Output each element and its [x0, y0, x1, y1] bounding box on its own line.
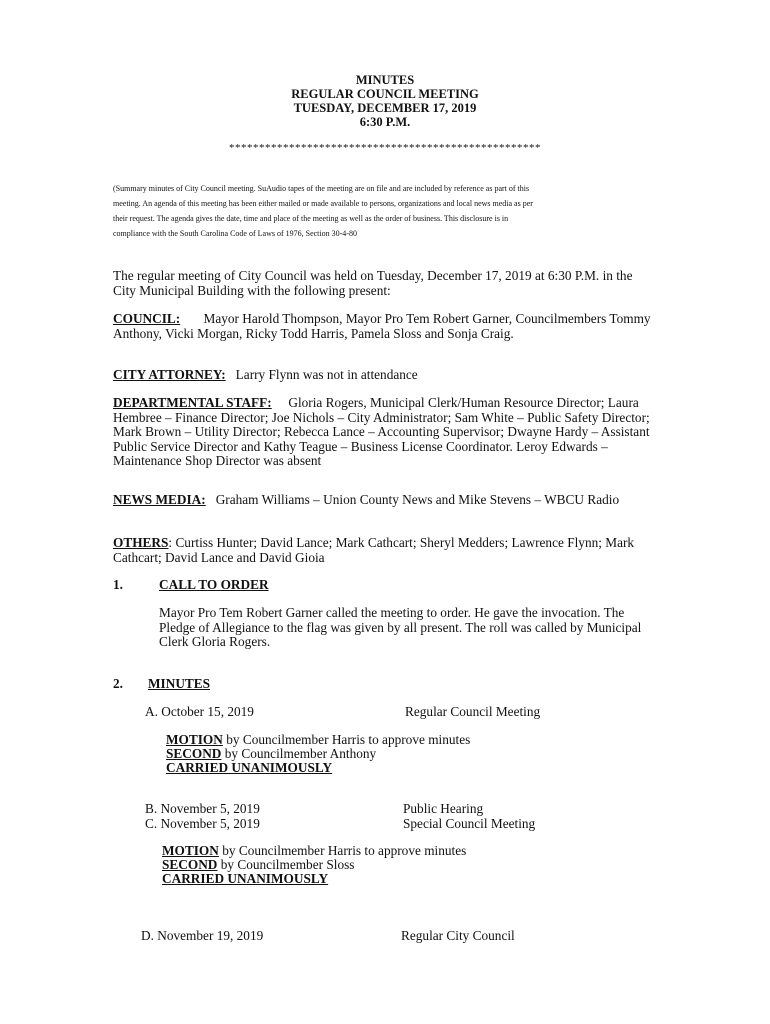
meeting-type: REGULAR COUNCIL MEETING — [291, 87, 479, 101]
intro-paragraph: The regular meeting of City Council was held on Tuesday, December 17, 2019 at 6:30 P.M. in the City Municipal Building with the following present: — [113, 268, 633, 298]
others-label: OTHERS — [113, 535, 169, 550]
carried-1: CARRIED UNANIMOUSLY — [166, 760, 333, 775]
section-2-title: MINUTES — [148, 676, 211, 691]
city-attorney-paragraph — [113, 368, 658, 383]
second-1-label: SECOND — [166, 746, 222, 761]
staff-text: Gloria Rogers, Municipal Clerk/Human Resource Director; Laura Hembree – Finance Director; Joe Nichols – City Administrator; Sam White – Public Safety Director; Mark Brown – Utility Director; Rebecca Lance – Accounting Supervisor; Dwayne Hardy – Assistant Public Service Director and Kathy Teague – Business License Coordinator. Leroy Edwards – Maintenance Shop Director was absent — [113, 395, 650, 469]
section-1-title: CALL TO ORDER — [159, 577, 269, 592]
meeting-date: TUESDAY, DECEMBER 17, 2019 — [293, 101, 477, 115]
summary-line-4: compliance with the South Carolina Code of Laws of 1976, Section 30-4-80 — [113, 229, 357, 238]
news-media-text: Graham Williams – Union County News and Mike Stevens – WBCU Radio — [215, 492, 620, 507]
news-media-label: NEWS MEDIA: — [113, 492, 206, 507]
city-attorney-text: Larry Flynn was not in attendance — [235, 367, 418, 382]
second-1-text: by Councilmember Anthony — [221, 746, 377, 761]
minutes-item-b-type: Public Hearing — [403, 801, 484, 816]
summary-line-2: meeting. An agenda of this meeting has been either mailed or made available to persons, organizations and local news media as per — [113, 199, 533, 208]
council-label: COUNCIL: — [113, 311, 181, 326]
minutes-item-d-type: Regular City Council — [401, 928, 515, 943]
motion-2-text: by Councilmember Harris to approve minutes — [218, 843, 467, 858]
staff-paragraph — [113, 396, 658, 469]
section-2-number: 2. — [113, 676, 123, 691]
minutes-item-d-date: D. November 19, 2019 — [141, 928, 264, 943]
minutes-item-c-date: C. November 5, 2019 — [145, 816, 260, 831]
section-1-number: 1. — [113, 577, 123, 592]
council-paragraph — [113, 312, 658, 341]
city-attorney-label: CITY ATTORNEY: — [113, 367, 226, 382]
staff-label: DEPARTMENTAL STAFF: — [113, 395, 272, 410]
section-1-body: Mayor Pro Tem Robert Garner called the meeting to order. He gave the invocation. The Pledge of Allegiance to the flag was given by all present. The roll was called by Municipal Clerk Gloria Rogers. — [159, 605, 642, 650]
motion-2-label: MOTION — [162, 843, 219, 858]
news-media-paragraph — [113, 493, 658, 508]
meeting-time: 6:30 P.M. — [359, 115, 411, 129]
separator: **************************************************** — [229, 142, 541, 154]
second-2-text: by Councilmember Sloss — [217, 857, 355, 872]
minutes-item-c-type: Special Council Meeting — [403, 816, 536, 831]
document-title: MINUTES — [355, 73, 415, 87]
second-2-label: SECOND — [162, 857, 218, 872]
minutes-item-a-date: A. October 15, 2019 — [145, 704, 254, 719]
council-text: Mayor Harold Thompson, Mayor Pro Tem Robert Garner, Councilmembers Tommy Anthony, Vicki Morgan, Ricky Todd Harris, Pamela Sloss and Sonja Craig. — [113, 311, 651, 341]
others-text: : Curtiss Hunter; David Lance; Mark Cathcart; Sheryl Medders; Lawrence Flynn; Mark Cathcart; David Lance and David Gioia — [113, 535, 635, 565]
summary-line-3: their request. The agenda gives the date, time and place of the meeting as well as the order of business. This disclosure is in — [113, 214, 509, 223]
others-paragraph — [113, 536, 658, 565]
motion-1-text: by Councilmember Harris to approve minutes — [222, 732, 471, 747]
summary-line-1: (Summary minutes of City Council meeting. SuAudio tapes of the meeting are on file and are included by reference as part of this — [113, 184, 530, 193]
minutes-item-a-type: Regular Council Meeting — [405, 704, 541, 719]
minutes-item-b-date: B. November 5, 2019 — [145, 801, 260, 816]
carried-2: CARRIED UNANIMOUSLY — [162, 871, 329, 886]
motion-1-label: MOTION — [166, 732, 223, 747]
